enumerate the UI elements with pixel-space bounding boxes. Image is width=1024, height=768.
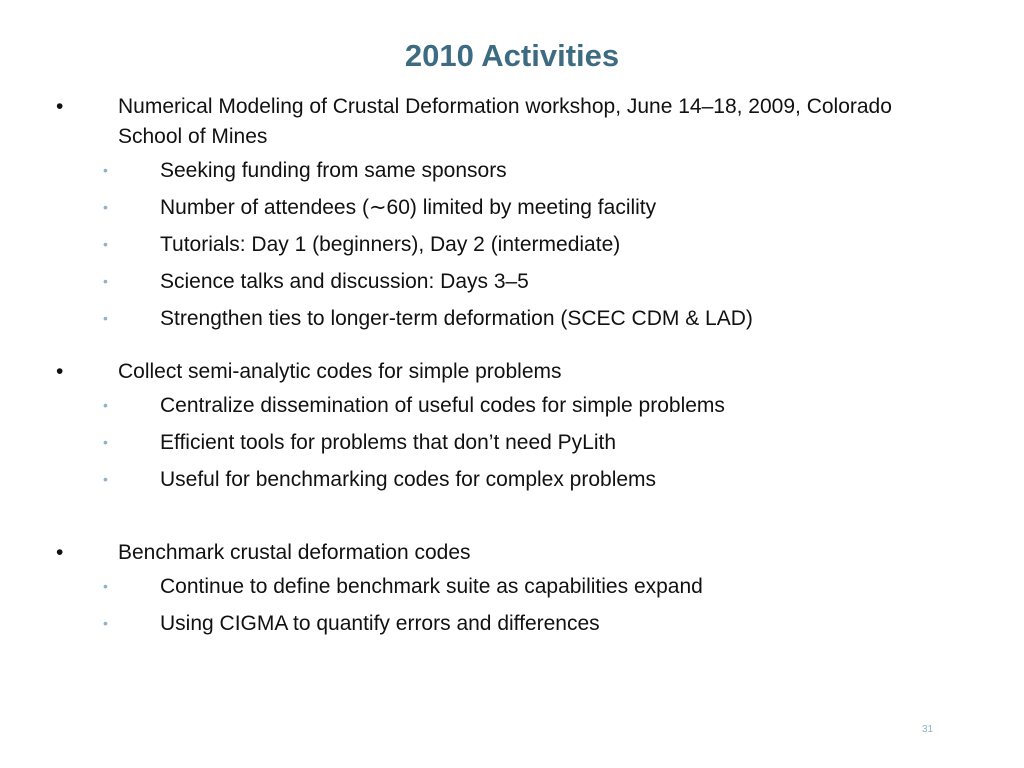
- bullet-icon: •: [103, 434, 108, 450]
- sub-bullet-text: Centralize dissemination of useful codes for simple problems: [160, 394, 725, 417]
- main-bullet-item: [0, 357, 958, 387]
- bullet-icon: •: [103, 397, 108, 413]
- sub-bullet-text: Strengthen ties to longer-term deformation (SCEC CDM & LAD): [160, 307, 753, 330]
- sub-bullet-item: [0, 568, 1024, 605]
- sub-bullet-text: Number of attendees (∼60) limited by meeting facility: [160, 196, 657, 219]
- bullet-icon: •: [103, 471, 108, 487]
- page-number: 31: [922, 724, 934, 735]
- sub-bullet-text: Useful for benchmarking codes for complex problems: [160, 468, 657, 491]
- sub-bullet-list: [0, 152, 1024, 337]
- section-benchmark: [0, 538, 1024, 642]
- sub-bullet-text: Efficient tools for problems that don’t need PyLith: [160, 431, 617, 454]
- sub-bullet-text: Seeking funding from same sponsors: [160, 159, 507, 182]
- main-bullet-item: [0, 92, 958, 152]
- main-bullet-text: Numerical Modeling of Crustal Deformation workshop, June 14–18, 2009, Colorado School of Mines: [118, 95, 892, 148]
- sub-bullet-text: Tutorials: Day 1 (beginners), Day 2 (intermediate): [160, 233, 621, 256]
- bullet-icon: •: [56, 360, 64, 383]
- bullet-icon: •: [103, 310, 108, 326]
- sub-bullet-list: [0, 387, 1024, 498]
- sub-bullet-item: [0, 263, 1024, 300]
- bullet-icon: •: [103, 162, 108, 178]
- bullet-icon: •: [103, 273, 108, 289]
- bullet-icon: •: [103, 578, 108, 594]
- sub-bullet-text: Using CIGMA to quantify errors and differences: [160, 612, 600, 635]
- bullet-icon: •: [103, 236, 108, 252]
- main-bullet-item: [0, 538, 958, 568]
- section-workshop: [0, 92, 1024, 337]
- sub-bullet-text: Science talks and discussion: Days 3–5: [160, 270, 529, 293]
- main-bullet-text: Collect semi-analytic codes for simple problems: [118, 360, 562, 383]
- sub-bullet-list: [0, 568, 1024, 642]
- sub-bullet-item: [0, 226, 1024, 263]
- bullet-icon: •: [103, 199, 108, 215]
- sub-bullet-text: Continue to define benchmark suite as capabilities expand: [160, 575, 703, 598]
- sub-bullet-item: [0, 300, 1024, 337]
- slide-content: [0, 92, 1024, 642]
- sub-bullet-item: [0, 189, 1024, 226]
- bullet-icon: •: [56, 95, 64, 118]
- main-bullet-text: Benchmark crustal deformation codes: [118, 541, 471, 564]
- sub-bullet-item: [0, 605, 1024, 642]
- bullet-icon: •: [56, 541, 64, 564]
- sub-bullet-item: [0, 387, 1024, 424]
- bullet-icon: •: [103, 615, 108, 631]
- sub-bullet-item: [0, 152, 1024, 189]
- sub-bullet-item: [0, 461, 1024, 498]
- sub-bullet-item: [0, 424, 1024, 461]
- section-semi-analytic-codes: [0, 357, 1024, 498]
- slide-title: 2010 Activities: [404, 38, 620, 73]
